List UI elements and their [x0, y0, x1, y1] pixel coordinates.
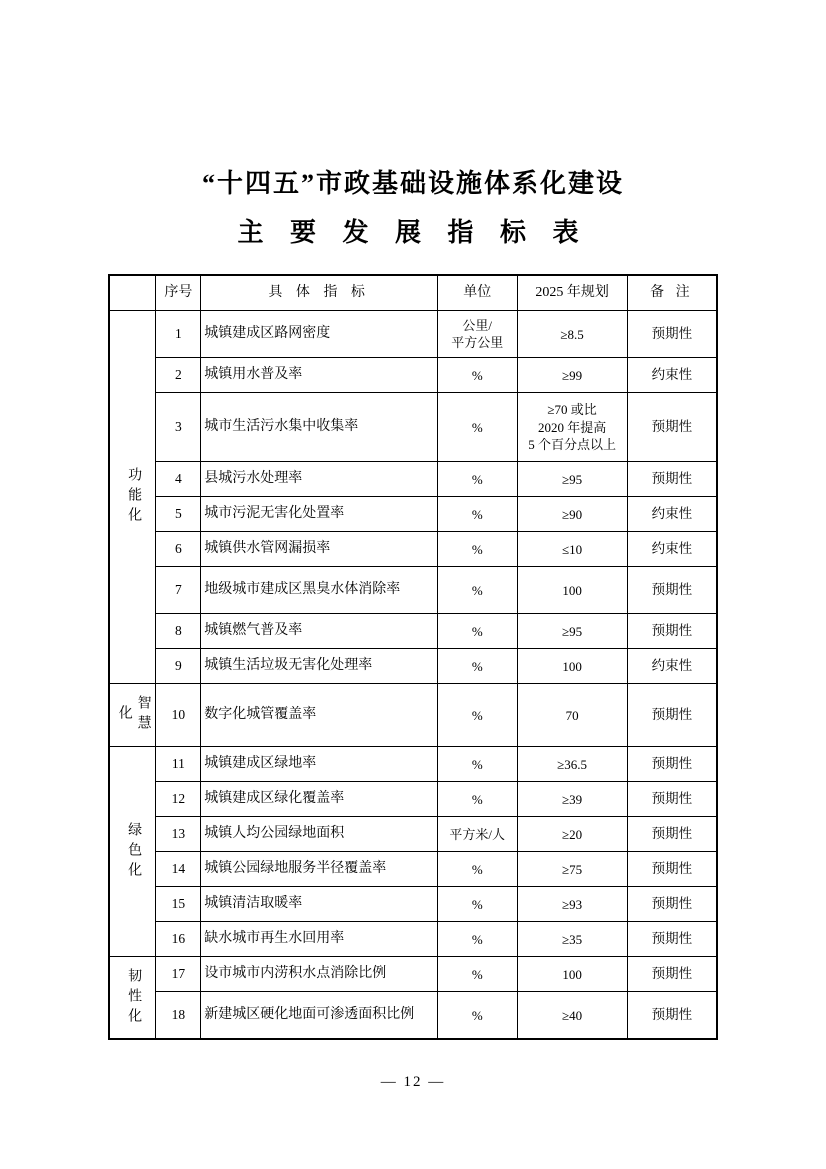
table-row: [109, 922, 717, 957]
table-row: [109, 817, 717, 852]
cell-indicator: 数字化城管覆盖率: [201, 684, 438, 747]
cell-no: 9: [156, 649, 201, 684]
category-cell: [109, 684, 156, 747]
table-row: [109, 567, 717, 614]
cell-plan: 100: [517, 957, 627, 992]
cell-unit: %: [437, 992, 517, 1040]
cell-no: 2: [156, 358, 201, 393]
cell-note: 预期性: [627, 887, 717, 922]
cell-unit: %: [437, 358, 517, 393]
cell-no: 16: [156, 922, 201, 957]
cell-unit: 平方米/人: [437, 817, 517, 852]
cell-no: 7: [156, 567, 201, 614]
cell-note: 约束性: [627, 358, 717, 393]
table-row: [109, 852, 717, 887]
cell-note: 约束性: [627, 497, 717, 532]
cell-unit: %: [437, 922, 517, 957]
cell-note: 预期性: [627, 567, 717, 614]
cell-unit: 公里/ 平方公里: [437, 311, 517, 358]
cell-note: 预期性: [627, 684, 717, 747]
cell-plan: ≤10: [517, 532, 627, 567]
cell-indicator: 城镇用水普及率: [201, 358, 438, 393]
cell-no: 4: [156, 462, 201, 497]
cell-no: 11: [156, 747, 201, 782]
cell-indicator: 设市城市内涝积水点消除比例: [201, 957, 438, 992]
table-row: [109, 649, 717, 684]
cell-note: 预期性: [627, 817, 717, 852]
cell-unit: %: [437, 782, 517, 817]
cell-unit: %: [437, 567, 517, 614]
cell-no: 18: [156, 992, 201, 1040]
cell-unit: %: [437, 852, 517, 887]
cell-note: 预期性: [627, 747, 717, 782]
cell-unit: %: [437, 684, 517, 747]
cell-indicator: 城镇人均公园绿地面积: [201, 817, 438, 852]
cell-indicator: 城镇公园绿地服务半径覆盖率: [201, 852, 438, 887]
indicators-table: [108, 274, 718, 1040]
cell-no: 3: [156, 393, 201, 462]
cell-unit: %: [437, 887, 517, 922]
header-note: 备 注: [627, 275, 717, 311]
cell-indicator: 城市污泥无害化处置率: [201, 497, 438, 532]
table-row: [109, 614, 717, 649]
cell-indicator: 城镇供水管网漏损率: [201, 532, 438, 567]
cell-indicator: 城镇建成区绿地率: [201, 747, 438, 782]
category-label: 绿色化: [126, 821, 142, 882]
category-label: 功能化: [126, 467, 142, 528]
cell-plan: ≥90: [517, 497, 627, 532]
cell-no: 13: [156, 817, 201, 852]
indicators-table-wrap: [108, 274, 718, 1040]
cell-plan: 100: [517, 649, 627, 684]
table-body: [109, 311, 717, 1040]
page-number: — 12 —: [380, 1074, 446, 1090]
cell-plan: ≥75: [517, 852, 627, 887]
cell-no: 5: [156, 497, 201, 532]
cell-plan: ≥40: [517, 992, 627, 1040]
cell-indicator: 城镇燃气普及率: [201, 614, 438, 649]
category-cell: [109, 311, 156, 684]
table-row: [109, 532, 717, 567]
cell-no: 10: [156, 684, 201, 747]
cell-plan: ≥99: [517, 358, 627, 393]
cell-plan: 70: [517, 684, 627, 747]
cell-note: 预期性: [627, 782, 717, 817]
cell-note: 预期性: [627, 462, 717, 497]
cell-note: 预期性: [627, 393, 717, 462]
table-row: [109, 393, 717, 462]
cell-plan: ≥95: [517, 462, 627, 497]
cell-note: 预期性: [627, 922, 717, 957]
table-header: [109, 275, 717, 311]
category-label: 智慧化: [116, 695, 151, 736]
cell-indicator: 地级城市建成区黑臭水体消除率: [201, 567, 438, 614]
cell-plan: 100: [517, 567, 627, 614]
table-row: [109, 992, 717, 1040]
cell-indicator: 城镇清洁取暖率: [201, 887, 438, 922]
cell-note: 预期性: [627, 614, 717, 649]
category-cell: [109, 747, 156, 957]
cell-note: 预期性: [627, 992, 717, 1040]
cell-note: 约束性: [627, 532, 717, 567]
cell-unit: %: [437, 957, 517, 992]
table-row: [109, 684, 717, 747]
cell-no: 17: [156, 957, 201, 992]
cell-indicator: 县城污水处理率: [201, 462, 438, 497]
header-indicator: 具 体 指 标: [201, 275, 438, 311]
cell-indicator: 城镇生活垃圾无害化处理率: [201, 649, 438, 684]
table-row: [109, 747, 717, 782]
cell-note: 预期性: [627, 852, 717, 887]
cell-plan: ≥95: [517, 614, 627, 649]
header-no: 序号: [156, 275, 201, 311]
title-line-1: “十四五”市政基础设施体系化建设: [201, 169, 624, 198]
title-line-2: 主 要 发 展 指 标 表: [237, 218, 589, 248]
cell-no: 12: [156, 782, 201, 817]
cell-unit: %: [437, 532, 517, 567]
header-plan: 2025 年规划: [517, 275, 627, 311]
cell-indicator: 新建城区硬化地面可渗透面积比例: [201, 992, 438, 1040]
cell-plan: ≥20: [517, 817, 627, 852]
cell-plan: ≥93: [517, 887, 627, 922]
cell-plan: ≥39: [517, 782, 627, 817]
cell-unit: %: [437, 614, 517, 649]
cell-no: 6: [156, 532, 201, 567]
cell-plan: ≥35: [517, 922, 627, 957]
cell-no: 15: [156, 887, 201, 922]
category-label: 韧性化: [126, 967, 142, 1028]
cell-unit: %: [437, 497, 517, 532]
table-row: [109, 311, 717, 358]
cell-plan: ≥36.5: [517, 747, 627, 782]
cell-indicator: 城镇建成区路网密度: [201, 311, 438, 358]
cell-indicator: 城镇建成区绿化覆盖率: [201, 782, 438, 817]
header-unit: 单位: [437, 275, 517, 311]
table-row: [109, 887, 717, 922]
cell-plan: ≥70 或比 2020 年提高 5 个百分点以上: [517, 393, 627, 462]
category-cell: [109, 957, 156, 1040]
table-row: [109, 358, 717, 393]
document-title: [0, 0, 826, 248]
cell-no: 1: [156, 311, 201, 358]
cell-unit: %: [437, 747, 517, 782]
cell-indicator: 城市生活污水集中收集率: [201, 393, 438, 462]
cell-note: 约束性: [627, 649, 717, 684]
table-row: [109, 497, 717, 532]
cell-unit: %: [437, 649, 517, 684]
table-row: [109, 462, 717, 497]
table-row: [109, 957, 717, 992]
cell-no: 14: [156, 852, 201, 887]
header-category: [109, 275, 156, 311]
cell-note: 预期性: [627, 311, 717, 358]
cell-unit: %: [437, 462, 517, 497]
table-row: [109, 782, 717, 817]
cell-unit: %: [437, 393, 517, 462]
cell-plan: ≥8.5: [517, 311, 627, 358]
cell-no: 8: [156, 614, 201, 649]
cell-note: 预期性: [627, 957, 717, 992]
cell-indicator: 缺水城市再生水回用率: [201, 922, 438, 957]
